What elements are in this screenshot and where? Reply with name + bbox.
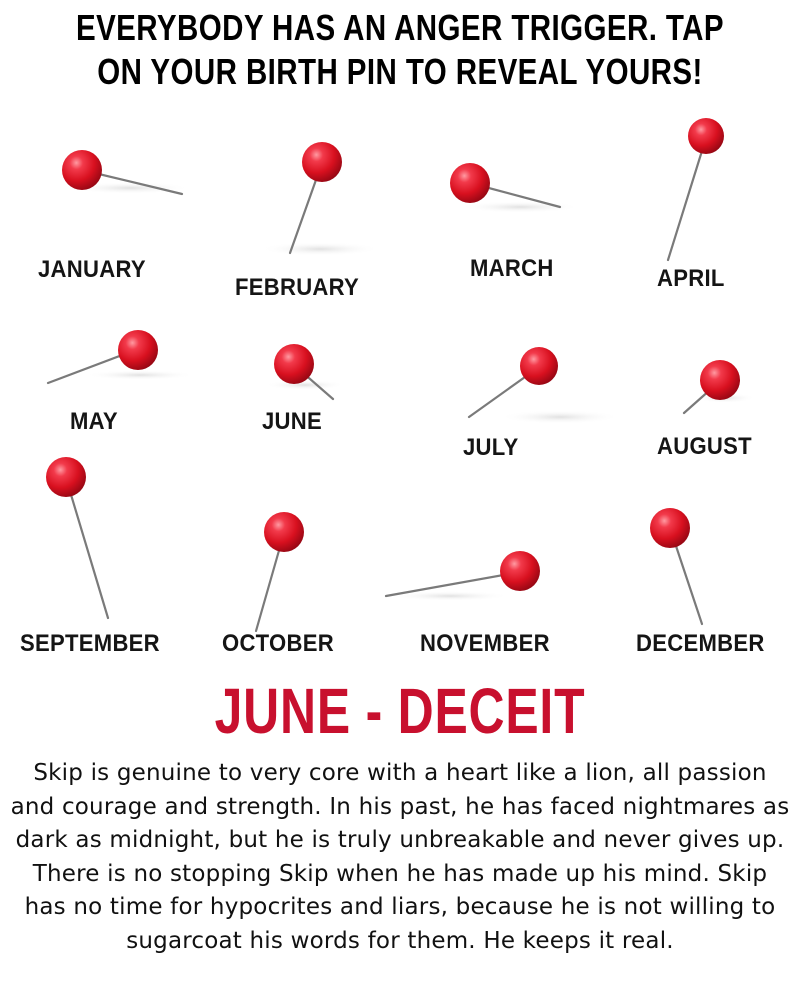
pin-october[interactable] (240, 505, 330, 635)
pin-september[interactable] (30, 450, 140, 625)
push-pin-icon (302, 142, 342, 182)
pin-december[interactable] (630, 500, 730, 630)
headline-line-2: ON YOUR BIRTH PIN TO REVEAL YOURS! (97, 51, 703, 92)
month-label-april[interactable]: APRIL (657, 265, 725, 292)
pin-november[interactable] (380, 540, 560, 610)
push-pin-icon (118, 330, 158, 370)
push-pin-icon (520, 347, 558, 385)
month-label-july[interactable]: JULY (463, 434, 519, 461)
headline-line-1: EVERYBODY HAS AN ANGER TRIGGER. TAP (75, 7, 725, 48)
pin-august[interactable] (670, 350, 760, 420)
month-label-march[interactable]: MARCH (470, 255, 554, 282)
result-title: JUNE - DECEIT (214, 675, 586, 747)
month-label-october[interactable]: OCTOBER (222, 630, 334, 657)
pin-may[interactable] (40, 325, 200, 395)
push-pin-icon (62, 150, 102, 190)
month-label-august[interactable]: AUGUST (657, 433, 752, 460)
push-pin-icon (700, 360, 740, 400)
push-pin-icon (688, 118, 724, 154)
month-label-may[interactable]: MAY (70, 408, 118, 435)
push-pin-icon (650, 508, 690, 548)
month-label-february[interactable]: FEBRUARY (235, 274, 360, 301)
month-label-june[interactable]: JUNE (262, 408, 323, 435)
pin-january[interactable] (50, 140, 200, 210)
push-pin-icon (450, 163, 490, 203)
month-label-september[interactable]: SEPTEMBER (20, 630, 160, 657)
month-label-january[interactable]: JANUARY (38, 256, 146, 283)
result-description: Skip is genuine to very core with a heart like a lion, all passion and courage and strength. In his past, he has faced nightmares as dark as midnight, but he is truly unbreakable and never gives up. There is no stopping Skip when he has made up his mind. Skip has no time for hypocrites and liars, because he is not willing to sugarcoat his words for them. He keeps it real. (10, 760, 790, 954)
pin-july[interactable] (455, 335, 625, 435)
headline (72, 6, 728, 94)
pin-april[interactable] (640, 110, 750, 260)
push-pin-icon (274, 344, 314, 384)
pin-march[interactable] (430, 155, 590, 225)
push-pin-icon (500, 551, 540, 591)
pin-june[interactable] (265, 335, 375, 405)
month-label-november[interactable]: NOVEMBER (420, 630, 550, 657)
month-label-december[interactable]: DECEMBER (636, 630, 765, 657)
pin-february[interactable] (250, 135, 400, 265)
push-pin-icon (46, 457, 86, 497)
push-pin-icon (264, 512, 304, 552)
